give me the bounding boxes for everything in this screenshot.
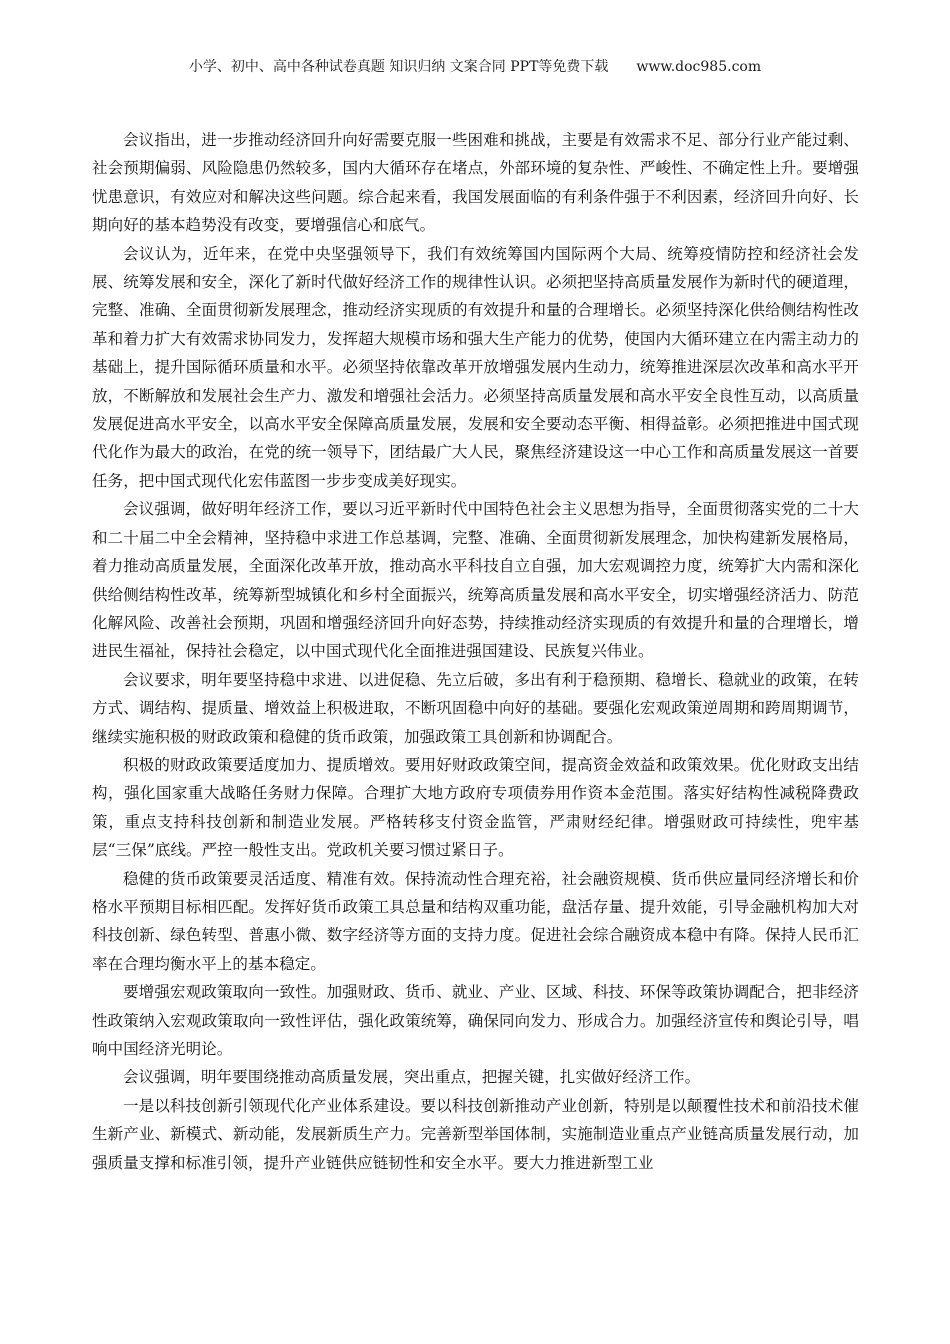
paragraph: 要增强宏观政策取向一致性。加强财政、货币、就业、产业、区域、科技、环保等政策协调配合，把非经济性政策纳入宏观政策取向一致性评估，强化政策统筹，确保同向发力、形成合力。加强经济宣传和舆论引导，唱响中国经济光明论。 — [92, 983, 859, 1058]
paragraph: 会议认为，近年来，在党中央坚强领导下，我们有效统筹国内国际两个大局、统筹疫情防控和经济社会发展、统筹发展和安全，深化了新时代做好经济工作的规律性认识。必须把坚持高质量发展作为新时代的硬道理，完整、准确、全面贯彻新发展理念，推动经济实现质的有效提升和量的合理增长。必须坚持深化供给侧结构性改革和着力扩大有效需求协同发力，发挥超大规模市场和强大生产能力的优势，使国内大循环建立在内需主动力的基础上，提升国际循环质量和水平。必须坚持依靠改革开放增强发展内生动力，统筹推进深层次改革和高水平开放，不断解放和发展社会生产力、激发和增强社会活力。必须坚持高质量发展和高水平安全良性互动，以高质量发展促进高水平安全，以高水平安全保障高质量发展，发展和安全要动态平衡、相得益彰。必须把推进中国式现代化作为最大的政治，在党的统一领导下，团结最广大人民，聚焦经济建设这一中心工作和高质量发展这一首要任务，把中国式现代化宏伟蓝图一步步变成美好现实。 — [92, 244, 859, 490]
page-header — [0, 57, 950, 77]
paragraph: 会议强调，明年要围绕推动高质量发展，突出重点，把握关键，扎实做好经济工作。 — [123, 1068, 701, 1087]
paragraph: 积极的财政政策要适度加力、提质增效。要用好财政政策空间，提高资金效益和政策效果。优化财政支出结构，强化国家重大战略任务财力保障。合理扩大地方政府专项债券用作资本金范围。落实好结构性减税降费政策，重点支持科技创新和制造业发展。严格转移支付资金监管，严肃财经纪律。增强财政可持续性，兜牢基层“三保”底线。严控一般性支出。党政机关要习惯过紧日子。 — [92, 755, 859, 860]
paragraph: 会议要求，明年要坚持稳中求进、以进促稳、先立后破，多出有利于稳预期、稳增长、稳就业的政策，在转方式、调结构、提质量、增效益上积极进取，不断巩固稳中向好的基础。要强化宏观政策逆周期和跨周期调节，继续实施积极的财政政策和稳健的货币政策，加强政策工具创新和协调配合。 — [92, 670, 859, 746]
header-url[interactable]: www.doc985.com — [636, 59, 762, 75]
document-body — [92, 126, 859, 1177]
paragraph: 会议指出，进一步推动经济回升向好需要克服一些困难和挑战，主要是有效需求不足、部分行业产能过剩、社会预期偏弱、风险隐患仍然较多，国内大循环存在堵点，外部环境的复杂性、严峻性、不确定性上升。要增强忧患意识，有效应对和解决这些问题。综合起来看，我国发展面临的有利条件强于不利因素，经济回升向好、长期向好的基本趋势没有改变，要增强信心和底气。 — [92, 131, 859, 235]
header-text: 小学、初中、高中各种试卷真题 知识归纳 文案合同 PPT等免费下载 — [188, 59, 609, 75]
paragraph: 会议强调，做好明年经济工作，要以习近平新时代中国特色社会主义思想为指导，全面贯彻落实党的二十大和二十届二中全会精神，坚持稳中求进工作总基调，完整、准确、全面贯彻新发展理念，加快构建新发展格局，着力推动高质量发展，全面深化改革开放，推动高水平科技自立自强，加大宏观调控力度，统筹扩大内需和深化供给侧结构性改革，统筹新型城镇化和乡村全面振兴，统筹高质量发展和高水平安全，切实增强经济活力、防范化解风险、改善社会预期，巩固和增强经济回升向好态势，持续推动经济实现质的有效提升和量的合理增长，增进民生福祉，保持社会稳定，以中国式现代化全面推进强国建设、民族复兴伟业。 — [92, 500, 859, 661]
paragraph: 一是以科技创新引领现代化产业体系建设。要以科技创新推动产业创新，特别是以颠覆性技术和前沿技术催生新产业、新模式、新动能，发展新质生产力。完善新型举国体制，实施制造业重点产业链高质量发展行动，加强质量支撑和标准引领，提升产业链供应链韧性和安全水平。要大力推进新型工业 — [92, 1096, 859, 1172]
paragraph: 稳健的货币政策要灵活适度、精准有效。保持流动性合理充裕，社会融资规模、货币供应量同经济增长和价格水平预期目标相匹配。发挥好货币政策工具总量和结构双重功能，盘活存量、提升效能，引导金融机构加大对科技创新、绿色转型、普惠小微、数字经济等方面的支持力度。促进社会综合融资成本稳中有降。保持人民币汇率在合理均衡水平上的基本稳定。 — [92, 869, 859, 973]
